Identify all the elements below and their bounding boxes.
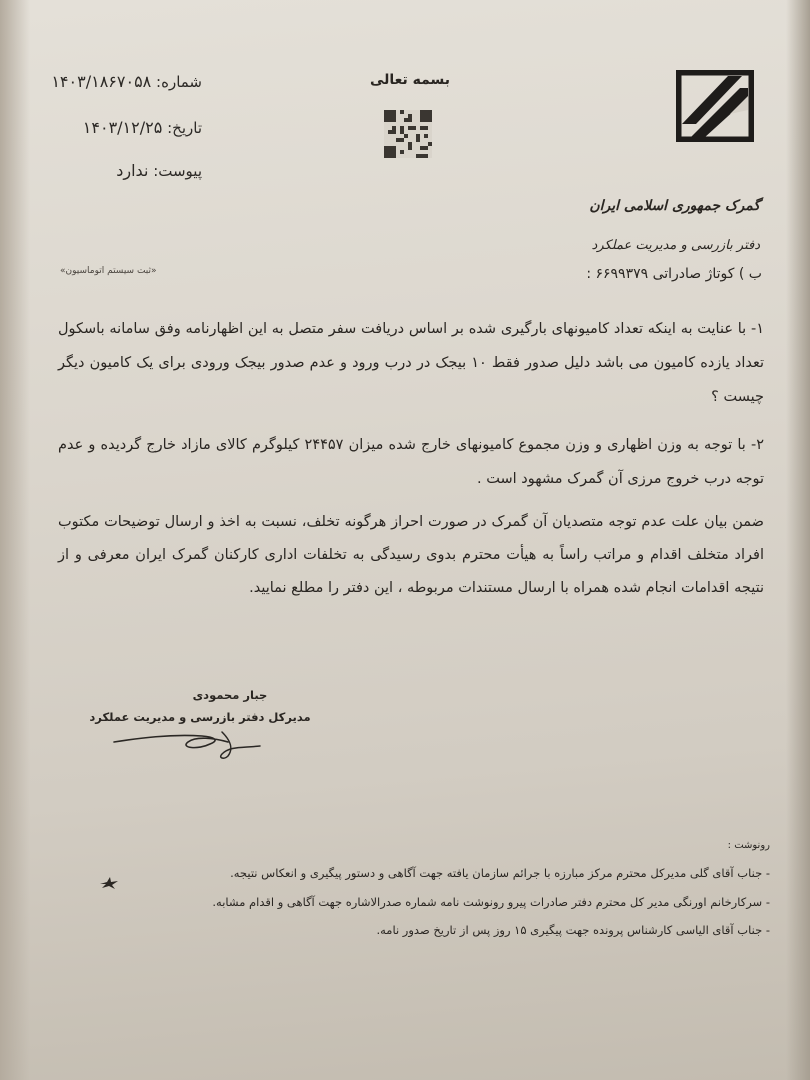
export-reference: ب ) کوتاژ صادراتی ۶۶۹۹۳۷۹ :: [586, 266, 762, 282]
signatory-name: جبار محمودی: [192, 688, 268, 702]
handwritten-signature: [110, 722, 270, 770]
cc-heading: رونوشت :: [727, 840, 770, 851]
customs-logo-icon: [676, 70, 754, 142]
recipient-organization: گمرک جمهوری اسلامی ایران: [589, 198, 760, 214]
letter-number-label: شماره:: [156, 73, 202, 91]
recipient-office: دفتر بازرسی و مدیریت عملکرد: [591, 238, 760, 253]
cc-item: - جناب آقای الیاسی کارشناس پرونده جهت پیگیری ۱۵ روز پس از تاریخ صدور نامه.: [376, 923, 770, 937]
cc-item: - جناب آقای گلی مدیرکل محترم مرکز مبارزه با جرائم سازمان یافته جهت آگاهی و دستور پیگیری و انعکاس نتیجه.: [230, 866, 770, 880]
letter-attachment-value: ندارد: [116, 161, 149, 180]
automation-system-note: «ثبت سیستم اتوماسیون»: [60, 266, 157, 276]
letter-attachment-row: [30, 161, 202, 180]
letter-date-label: تاریخ:: [167, 119, 202, 137]
cc-item: - سرکارخانم اورنگی مدیر کل محترم دفتر صادرات پیرو رونوشت نامه شماره صدرالاشاره جهت آگاهی و اقدام مشابه.: [212, 895, 770, 909]
body-paragraph-3: ضمن بیان علت عدم توجه متصدیان آن گمرک در صورت احراز هرگونه تخلف، نسبت به اخذ و ارسال توضیحات مکتوب افراد متخلف اقدام و مراتب راساً به هیأت محترم بدوی رسیدگی به تخلفات اداری کارکنان گمرک ایران معرفی و از نتیجه اقدامات انجام شده همراه با ارسال مستندات مربوطه ، این دفتر را مطلع نمایید.: [58, 514, 764, 596]
letter-number-row: [30, 72, 202, 91]
ink-stain: [98, 876, 120, 890]
letter-number-value: ۱۴۰۳/۱۸۶۷۰۵۸: [51, 72, 152, 91]
signatory-title: مدیرکل دفتر بازرسی و مدیریت عملکرد: [89, 710, 311, 724]
body-paragraph-2: ۲- با توجه به وزن اظهاری و وزن مجموع کامیونهای خارج شده میزان ۲۴۴۵۷ کیلوگرم کالای مازاد خارج گردیده و عدم توجه درب خروج مرزی آن گمرک مشهود است .: [58, 437, 764, 487]
letter-date-value: ۱۴۰۳/۱۲/۲۵: [82, 118, 163, 137]
qr-code-icon: [384, 110, 432, 158]
letter-heading: بسمه تعالی: [369, 72, 451, 88]
body-paragraph-1: ۱- با عنایت به اینکه تعداد کامیونهای بارگیری شده بر اساس دریافت سفر متصل به این اظهارنامه وفق سامانه باسکول تعداد یازده کامیون می باشد دلیل صدور فقط ۱۰ بیجک در درب ورود و عدم صدور بیجک ورودی برای یک کامیون دیگر چیست ؟: [58, 321, 764, 405]
letter-attachment-label: پیوست:: [153, 162, 202, 180]
letter-date-row: [30, 118, 202, 137]
